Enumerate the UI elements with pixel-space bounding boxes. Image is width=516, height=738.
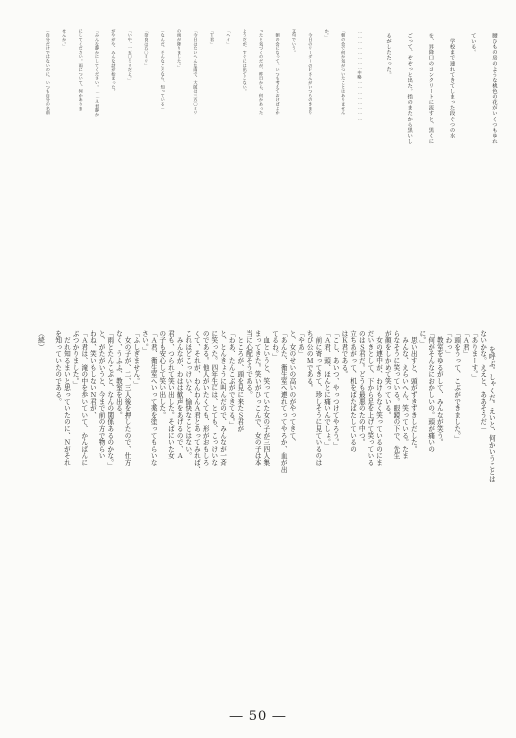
text-line: 「わっ」 (443, 330, 452, 358)
text-line: 「頭をうって、こぶができました。」 (452, 330, 461, 443)
text-line: 「やあ」 (296, 330, 305, 358)
text-line: さい。」 (140, 330, 149, 354)
text-line: を知っていたのである。 (53, 330, 62, 405)
text-line: ごって、ぞぞっと出た。指のまたから黒いし (406, 32, 413, 144)
text-line: くて、それが、わんわんＡ君とあってみれば、 (192, 330, 201, 473)
text-line: 「ふしぎません。」 (131, 330, 140, 388)
text-line: 「いや、一五〇ミリだよ。」 (127, 28, 133, 83)
text-line: のはＳ君だ。どうも最悪のたの中つ。 (357, 330, 366, 446)
text-line: に笑った。四年生には、とても、こっけいな (209, 330, 218, 466)
text-line: 「ヘイ」 (226, 28, 232, 47)
text-line: と、とんきょうに叫んだので、みんなが一斉 (218, 330, 227, 466)
text-line: 「雨とたんこぶと、なんの関係あるのかな。」 (105, 330, 114, 470)
text-line: ……………………中略…………………… (357, 28, 363, 121)
text-line: 君も、つられて笑い出した。そばにいた女 (166, 330, 175, 460)
text-line: 「Ａ君」 (461, 330, 470, 358)
text-line: だいきとして、下から足を上げて笑っている (365, 330, 374, 466)
text-line: 女の子が、二、三人後を押したので、仕方 (123, 330, 132, 466)
text-line: 「Ｔ君」 (209, 28, 215, 47)
text-line: を、昇降口のコンクリートに流すと、黒くに (427, 32, 434, 144)
page-number: ― 50 ― (229, 709, 287, 724)
text-line: だれ知るまいと思っていたのに、Ｎがそれ (62, 330, 71, 466)
text-line: これほどこっけいな、愉快なことはない。 (183, 330, 192, 460)
text-line: ている。 (469, 32, 476, 56)
text-line: 「あんた、衛生室へ連れてってやろか、血が出 (279, 330, 288, 473)
text-block-lower (24, 330, 504, 655)
text-line: 朝の会になって、いつも考えておけばよか (275, 28, 281, 115)
text-line: が顔をしかめて笑っている。 (383, 330, 392, 419)
text-line: 女の連中が、わけもなく笑っているのにま (374, 330, 383, 466)
text-line: 学校まで連れてきてしまった段ぐつの水 (448, 32, 455, 139)
text-line: がやがや、みんな話が始まった。 (111, 28, 117, 94)
text-line: 「Ａ君、衛生室へいって薬を塗ってもらいな (149, 330, 158, 466)
text-line: ぶつかりました。」 (71, 330, 80, 388)
text-line: 「Ａ君は、滝の中を歩いていて、かんばんに (79, 330, 88, 466)
text-block-upper-right (364, 8, 504, 328)
text-line: を呼ぶ。しゃくだ。えいと、何かいうことは (487, 346, 496, 483)
text-line: －自分だけではないのに、いつも自分の名前 (45, 28, 51, 115)
text-line: 思い出すと、頭がずきずきしだした。 (409, 330, 418, 453)
text-line: わね、笑いもしないＮ君が、 (88, 330, 97, 419)
text-line: のである。他人がいたくても、形がおもしろ (201, 330, 210, 466)
text-line: らなそうに笑っている。眼鏡の下で、先生 (391, 330, 400, 460)
text-line: 「こし、あいつ、やっつけてやろう。」 (331, 330, 340, 450)
text-line: 「わあ、たんこぶができてる。」 (227, 330, 236, 429)
text-line: の子も安心して笑い出した。 (157, 330, 166, 419)
text-line: 「ありまーす。」 (469, 330, 478, 382)
text-line: ところが、頭を見に来たＳ君が (235, 330, 244, 432)
text-line: と、女のせいの高いのがやってきて、 (287, 330, 296, 446)
text-line: るがしたたった。 (385, 32, 391, 78)
text-line: と、がたがいうと、今まで前の方で物らい (97, 330, 106, 460)
text-line: はＫ君である。 (339, 330, 348, 378)
text-line: 「今日はたいへんな雨で、大阪は三五〇ミリ (193, 28, 199, 115)
text-line: なく、うふふ、教室を出る。 (114, 330, 123, 419)
text-line: の雨が降りました。」 (177, 28, 183, 70)
text-line: －なんだ、そんなことなら、知っている－ (160, 28, 166, 111)
text-line: 「何がそんなにおかしいの。頭が痛いの (426, 330, 435, 453)
continued-mark: （続） (36, 330, 45, 351)
text-line: みんな、えらいへん、笑っている。たま (400, 330, 409, 460)
text-line: まってきた。笑いがひっこんで、女の子は本 (253, 330, 262, 466)
text-line: 文句でいう。 (291, 28, 297, 55)
text-line: みんなが、わはは歓声をあげるので、Ａ (175, 330, 184, 460)
text-line: 腰ひもの房のような桃色の花がいくつもゆれ (490, 32, 497, 144)
text-line: 「奈良は五〇ミリ」 (144, 28, 150, 68)
text-line: ちび公のＭである。 (305, 330, 314, 392)
text-block-upper (38, 8, 368, 328)
text-line: 「みんな静かにしてください。……Ａ君静か (95, 28, 101, 117)
text-line: 当に心配そうである。 (244, 330, 253, 398)
text-line: 「Ａ君、頭、ほんとに痛いんでしょ。」 (322, 330, 331, 450)
text-line: 前に寄ってきて、珍しそうに見ているのは (313, 330, 322, 466)
text-line: ないかな。ええと、ああそうだ－ (478, 330, 487, 432)
text-line: 「朝の会で何か気がついたことはありません (341, 28, 347, 115)
text-line: か。」 (324, 28, 330, 40)
text-line: 教室をゆるがして、みんなが笑う。 (435, 330, 444, 446)
text-line: に。」 (417, 330, 426, 348)
text-line: 今日のリーダーのＦさんがいつものきまり (308, 28, 314, 115)
text-line: 血というと、笑っていた女の子が三四人集 (261, 330, 270, 466)
text-line: せんか。」 (62, 28, 68, 49)
text-line: にしてください。雨について、何かありま (78, 28, 84, 111)
text-line: ったと気づくのだが、昨日から、何かあった (259, 28, 265, 115)
text-line: 立ちあがって、机をばたばたしているの (348, 330, 357, 453)
text-line: ようだが、すぐには出てこない。 (242, 28, 248, 94)
text-line: てるわ。」 (270, 330, 279, 361)
